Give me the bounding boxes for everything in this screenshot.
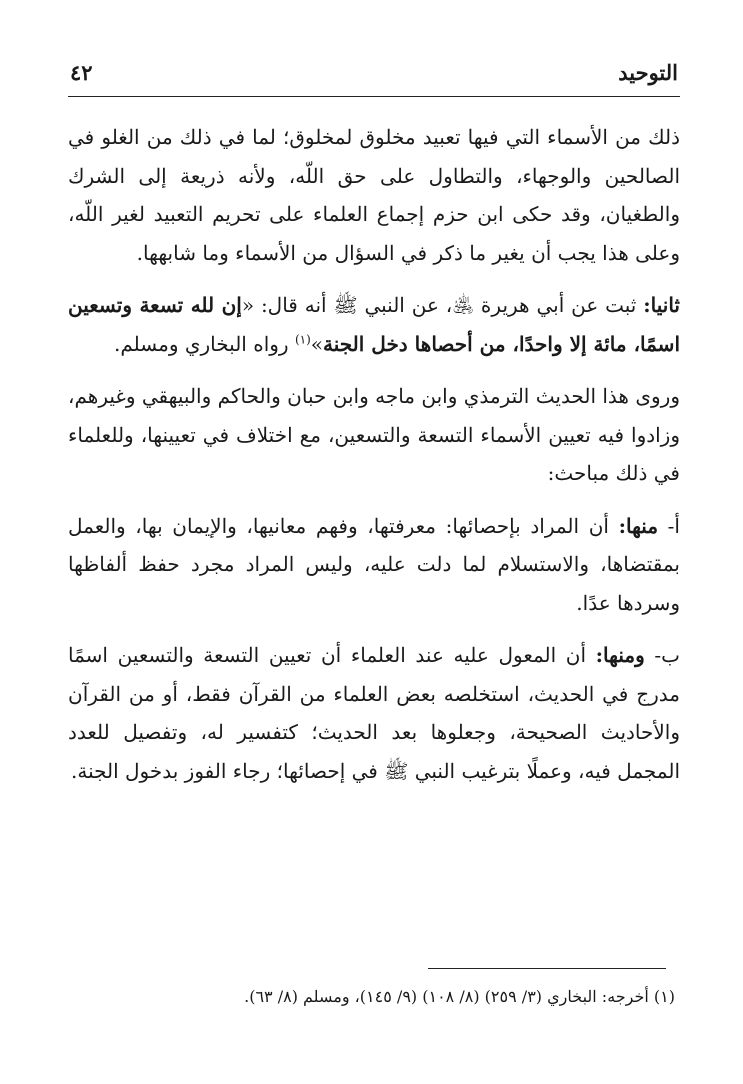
paragraph-4-prefix: أ- [658,513,680,538]
paragraph-4 [68,507,680,623]
header-title: التوحيد [618,60,678,85]
paragraph-2-label: ثانيا: [643,293,680,317]
main-text [68,118,680,804]
paragraph-5-prefix: ب- [644,643,680,667]
page-number: ٤٢ [70,60,93,85]
footnote-1: (١) أخرجه: البخاري (٣/ ٢٥٩) (٨/ ١٠٨) (٩/ ١٤٥)، ومسلم (٨/ ٦٣). [244,987,675,1006]
paragraph-2-text-b: رواه البخاري ومسلم. [114,331,295,356]
paragraph-3: وروى هذا الحديث الترمذي وابن ماجه وابن حبان والحاكم والبيهقي وغيرهم، وزادوا فيه تعيين الأسماء التسعة والتسعين، مع اختلاف في تعيينها، وللعلماء في ذلك مباحث: [68,384,681,485]
running-header [70,58,678,94]
header-rule [68,96,680,97]
paragraph-4-text: أن المراد بإحصائها: معرفتها، وفهم معانيها، والإيمان بها، والعمل بمقتضاها، والاستسلام لما دلت عليه، وليس المراد مجرد حفظ ألفاظها وسردها عدًا. [68,513,680,615]
footnote-rule [428,968,666,969]
hadith-close-quote: » [310,331,324,356]
paragraph-1: ذلك من الأسماء التي فيها تعبيد مخلوق لمخلوق؛ لما في ذلك من الغلو في الصالحين والوجهاء، والتطاول على حق اللّه، ولأنه ذريعة إلى الشرك والطغيان، وقد حكى ابن حزم إجماع العلماء على تحريم التعبيد لغير اللّه، وعلى هذا يجب أن يغير ما ذكر في السؤال من الأسماء وما شابهها. [68,125,680,265]
paragraph-2-text-a: ثبت عن أبي هريرة ﵁، عن النبي ﷺ أنه قال: « [241,293,637,317]
paragraph-2 [68,286,680,363]
paragraph-4-label: منها: [618,513,659,538]
paragraph-5-text: أن المعول عليه عند العلماء أن تعيين التسعة والتسعين اسمًا مدرج في الحديث، استخلصه بعض العلماء من القرآن فقط، أو من القرآن والأحاديث الصحيحة، وجعلوها بعد الحديث؛ كتفسير له، وتفصيل للعدد المجمل فيه، وعملًا بترغيب النبي ﷺ في إحصائها؛ رجاء الفوز بدخول الجنة. [68,643,680,783]
footnote-ref-1: (١) [294,331,311,346]
hadith-text: إن لله تسعة وتسعين اسمًا، مائة إلا واحدًا، من أحصاها دخل الجنة [68,293,680,356]
paragraph-5-label: ومنها: [595,643,645,667]
paragraph-5 [68,636,680,790]
